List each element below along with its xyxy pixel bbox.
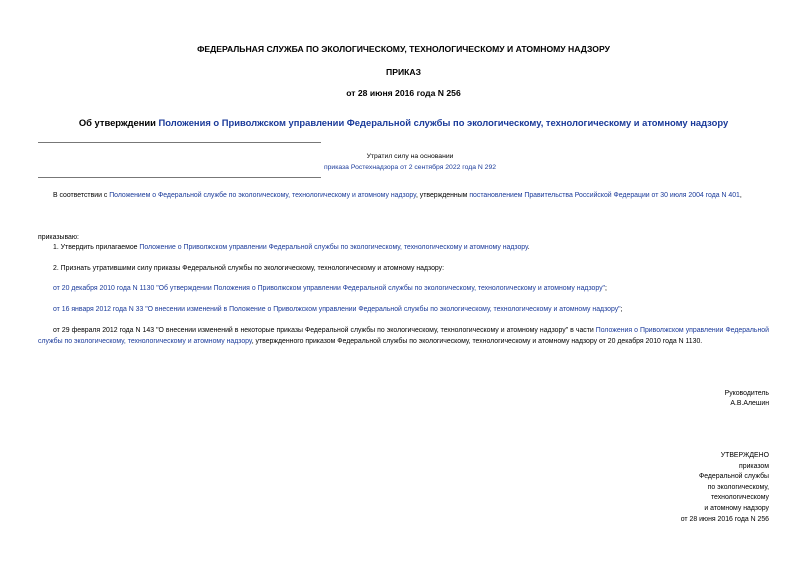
item-1-end: . <box>527 244 530 251</box>
approval-line: УТВЕРЖДЕНО <box>720 452 769 459</box>
item-1-text: 1. Утвердить прилагаемое <box>53 244 140 251</box>
document-date-number: от 28 июня 2016 года N 256 <box>346 88 461 98</box>
item-1 <box>38 243 769 254</box>
signature-name: А.В.Алешин <box>730 400 769 408</box>
item-1-link[interactable]: Положение о Приволжском управлении Федеральной службы по экологическому, технологическому и атомному надзору <box>139 244 528 251</box>
revocation-note <box>260 151 560 173</box>
approval-stamp <box>681 451 769 525</box>
revoked-order-2 <box>38 305 769 316</box>
subject-prefix: Об утверждении <box>78 117 159 128</box>
revoked-order-3-link[interactable]: Положения о Приволжском управлении Федеральной службы по экологическому, технологическому и атомному надзору <box>38 327 769 345</box>
preamble-text: , <box>739 192 742 199</box>
subject-link[interactable]: Положения о Приволжском управлении Федеральной службы по экологическому, технологическому и атомному надзору <box>158 117 729 128</box>
document-subject <box>0 117 807 128</box>
item-2: 2. Признать утратившими силу приказы Федеральной службы по экологическому, технологическому и атомному надзору: <box>53 265 445 272</box>
revocation-link[interactable]: приказа Ростехнадзора от 2 сентября 2022 года N 292 <box>323 164 497 171</box>
revoked-order-1-end: ; <box>605 285 607 292</box>
order-word: приказываю: <box>38 234 79 241</box>
divider-top <box>38 142 321 143</box>
revoked-order-3-text-end: , утвержденного приказом Федеральной службы по экологическому, технологическому и атомному надзору от 20 декабря 2010 года N 1130. <box>251 337 703 345</box>
approval-line: по экологическому, <box>707 483 769 491</box>
preamble-paragraph <box>38 191 769 202</box>
signature-title: Руководитель <box>724 390 769 397</box>
revoked-order-2-end: ; <box>620 306 623 313</box>
approval-line: и атомному надзору <box>704 504 769 512</box>
revoked-order-2-link[interactable]: от 16 января 2012 года N 33 "О внесении изменений в Положение о Приволжском управлении Федеральной службы по экологическому, технологическому и атомному надзору" <box>53 306 621 313</box>
preamble-text: , утвержденным <box>415 192 470 199</box>
agency-title: ФЕДЕРАЛЬНАЯ СЛУЖБА ПО ЭКОЛОГИЧЕСКОМУ, ТЕХНОЛОГИЧЕСКОМУ И АТОМНОМУ НАДЗОРУ <box>197 44 610 54</box>
revocation-text: Утратил силу на основании <box>366 153 454 160</box>
preamble-link-decree[interactable]: постановлением Правительства Российской Федерации от 30 июля 2004 года N 401 <box>469 192 740 199</box>
preamble-text: В соответствии с <box>53 192 110 199</box>
approval-line: приказом <box>739 462 769 470</box>
revoked-order-1-link[interactable]: от 20 декабря 2010 года N 1130 "Об утверждении Положения о Приволжском управлении Федеральной службы по экологическому, технологическому и атомному надзору" <box>53 285 605 292</box>
approval-line: от 28 июня 2016 года N 256 <box>680 515 769 523</box>
approval-line: технологическому <box>710 494 769 502</box>
preamble-link-regulation[interactable]: Положением о Федеральной службе по экологическому, технологическому и атомному надзору <box>109 192 416 199</box>
divider-bottom <box>38 177 321 178</box>
approval-line: Федеральной службы <box>698 473 769 481</box>
revoked-order-1 <box>38 284 769 295</box>
document-type: ПРИКАЗ <box>386 67 421 77</box>
signature-block <box>725 389 769 410</box>
revoked-order-3-text: от 29 февраля 2012 года N 143 "О внесении изменений в некоторые приказы Федеральной службы по экологическому, технологическому и атомному надзору" в части <box>53 327 596 334</box>
revoked-order-3 <box>38 326 769 347</box>
